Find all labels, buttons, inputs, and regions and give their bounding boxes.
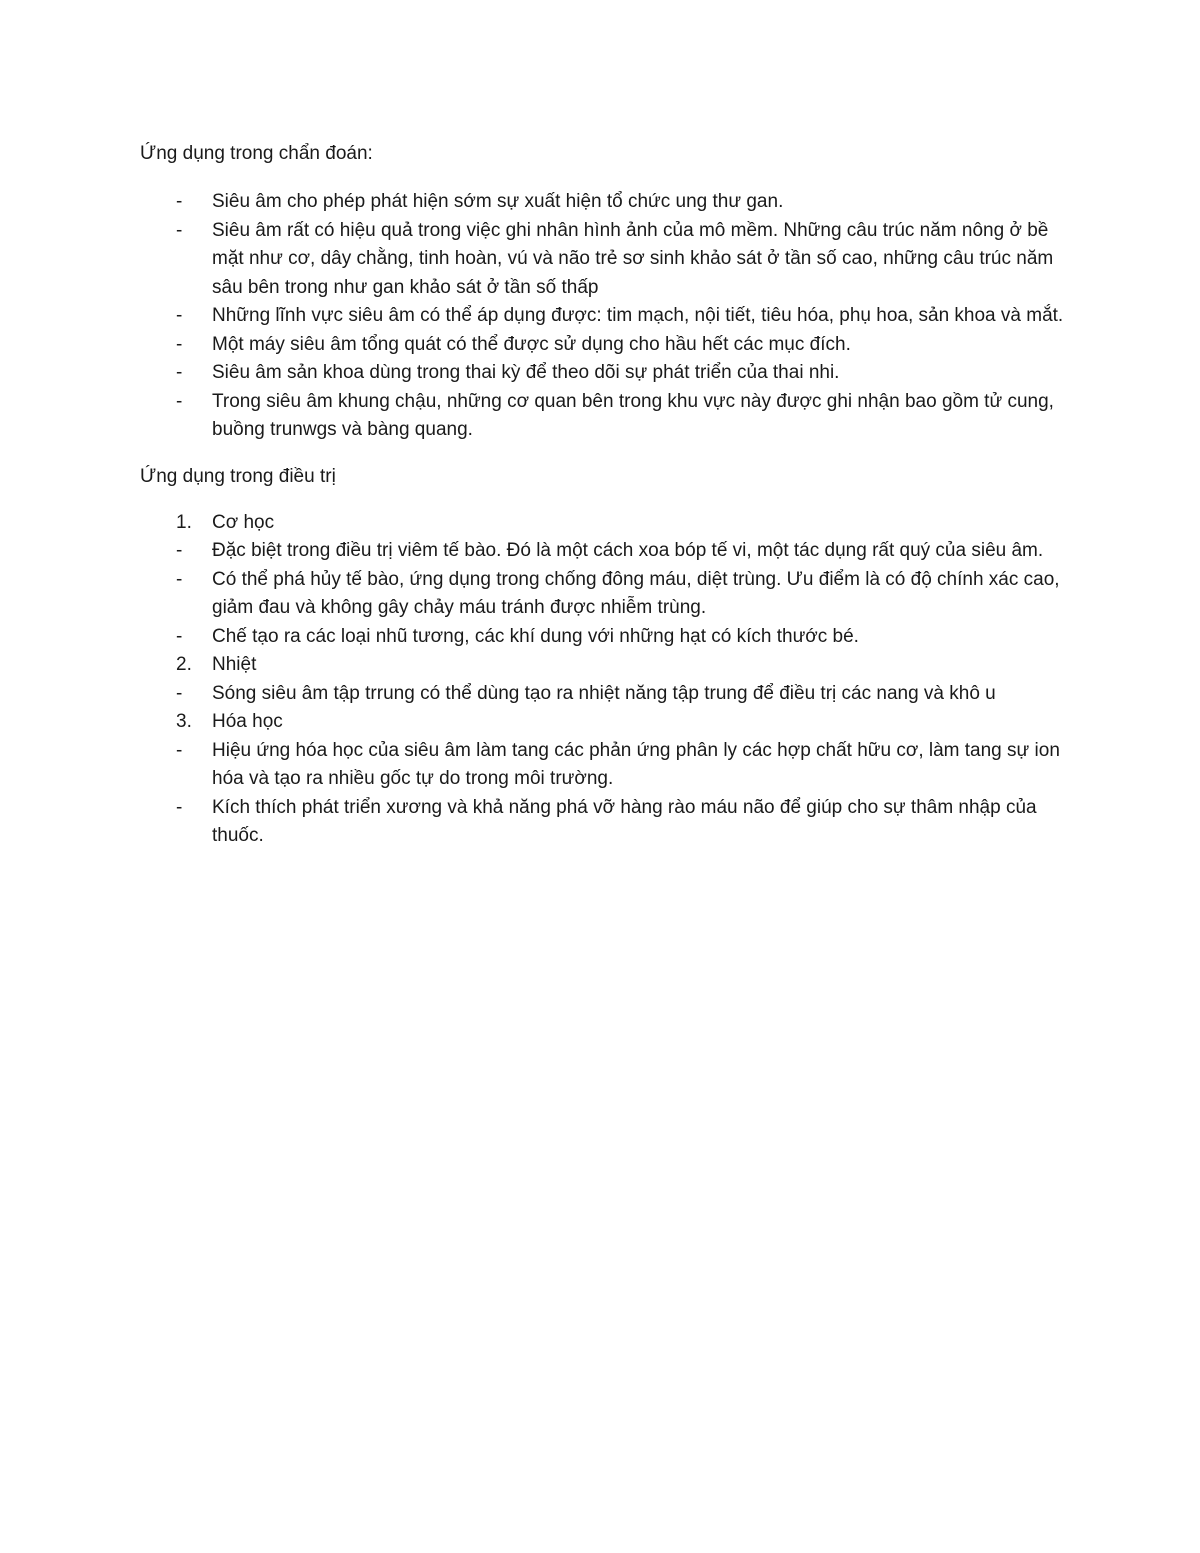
list-marker: - [176, 333, 183, 355]
list-item-text: Kích thích phát triển xương và khả năng phá vỡ hàng rào máu não để giúp cho sự thâm nhập của thuốc. [212, 796, 1037, 846]
diagnosis-heading: Ứng dụng trong chẩn đoán: [140, 143, 373, 164]
list-item [140, 680, 1070, 709]
list-item-text: Sóng siêu âm tập trrung có thể dùng tạo ra nhiệt năng tập trung để điều trị các nang và khô u [212, 682, 996, 704]
list-item-text: Trong siêu âm khung chậu, những cơ quan bên trong khu vực này được ghi nhận bao gồm tử cung, buồng trunwgs và bàng quang. [212, 390, 1054, 440]
list-marker: - [176, 305, 183, 326]
list-marker: 1. [176, 511, 192, 533]
list-item-text: Những lĩnh vực siêu âm có thể áp dụng được: tim mạch, nội tiết, tiêu hóa, phụ hoa, sản khoa và mắt. [212, 305, 1064, 326]
list-marker: 2. [176, 654, 192, 675]
list-item [140, 708, 1070, 737]
list-item [140, 651, 1070, 680]
list-item-text: Nhiệt [212, 654, 257, 675]
list-marker: - [176, 739, 183, 761]
treatment-list [140, 509, 1070, 851]
list-marker: - [176, 191, 183, 212]
list-item [140, 623, 1070, 652]
list-item [140, 509, 1070, 538]
list-marker: 3. [176, 711, 192, 732]
list-item-text: Có thể phá hủy tế bào, ứng dụng trong chống đông máu, diệt trùng. Ưu điểm là có độ chính xác cao, giảm đau và không gây chảy máu tránh được nhiễm trùng. [212, 568, 1060, 618]
list-marker: - [176, 219, 183, 241]
diagnosis-list [140, 188, 1070, 445]
list-marker: - [176, 568, 183, 590]
list-item [140, 359, 1070, 388]
document-page [140, 140, 1070, 851]
list-item-text: Siêu âm rất có hiệu quả trong việc ghi nhân hình ảnh của mô mềm. Những câu trúc năm nông ở bề mặt như cơ, dây chằng, tinh hoàn, vú và não trẻ sơ sinh khảo sát ở tần số cao, những câu trúc năm sâu bên trong như gan khảo sát ở tần số thấp [212, 219, 1054, 298]
list-item-text: Đặc biệt trong điều trị viêm tế bào. Đó là một cách xoa bóp tế vi, một tác dụng rất quý của siêu âm. [212, 540, 1044, 561]
list-marker: - [176, 390, 183, 412]
list-item-text: Siêu âm sản khoa dùng trong thai kỳ để theo dõi sự phát triển của thai nhi. [212, 362, 840, 383]
treatment-heading: Ứng dụng trong điều trị [140, 465, 336, 487]
list-marker: - [176, 540, 183, 561]
list-item [140, 566, 1070, 623]
list-item-text: Cơ học [212, 511, 275, 533]
list-item-text: Một máy siêu âm tổng quát có thể được sử dụng cho hầu hết các mục đích. [212, 333, 851, 355]
list-item [140, 388, 1070, 445]
list-item [140, 217, 1070, 303]
list-item [140, 737, 1070, 794]
list-item-text: Siêu âm cho phép phát hiện sớm sự xuất hiện tổ chức ung thư gan. [212, 191, 784, 212]
list-marker: - [176, 362, 183, 383]
list-item [140, 331, 1070, 360]
list-item-text: Chế tạo ra các loại nhũ tương, các khí dung với những hạt có kích thước bé. [212, 625, 859, 647]
list-item [140, 302, 1070, 331]
list-marker: - [176, 796, 183, 818]
list-item [140, 188, 1070, 217]
list-item [140, 537, 1070, 566]
list-marker: - [176, 682, 183, 704]
list-item-text: Hóa học [212, 711, 283, 732]
list-item [140, 794, 1070, 851]
list-marker: - [176, 625, 183, 647]
list-item-text: Hiệu ứng hóa học của siêu âm làm tang các phản ứng phân ly các hợp chất hữu cơ, làm tang sự ion hóa và tạo ra nhiều gốc tự do trong môi trường. [212, 739, 1060, 789]
